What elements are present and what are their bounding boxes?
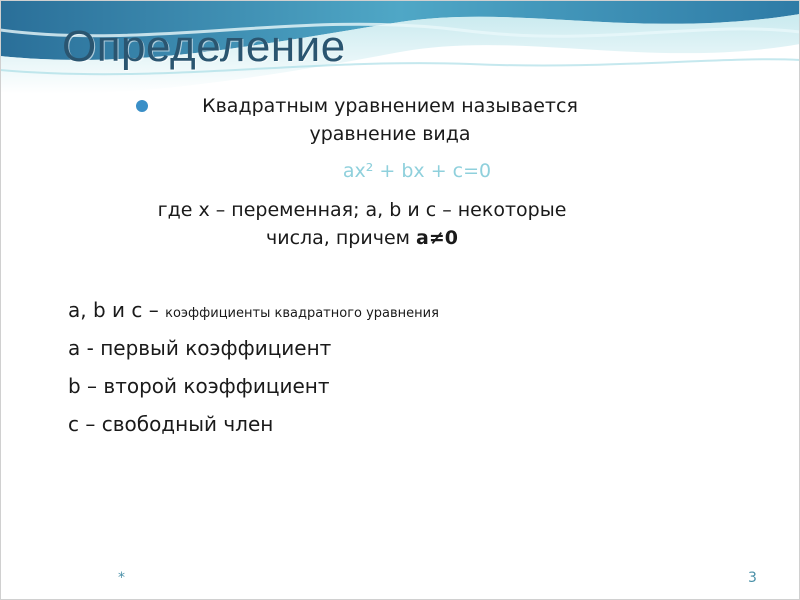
- quadratic-formula: ax² + bx + c=0: [342, 160, 492, 182]
- definition-line-2: уравнение вида: [309, 123, 471, 145]
- where-line-2-prefix: числа, причем: [266, 227, 417, 249]
- first-coefficient-line: a - первый коэффициент: [68, 336, 332, 360]
- footer-date-placeholder: *: [118, 570, 125, 586]
- where-line-2: [92, 224, 632, 252]
- coefficients-prefix: a, b и c –: [68, 298, 166, 322]
- definition-bullet: [136, 92, 656, 148]
- page-number: 3: [748, 570, 757, 586]
- coefficients-label: коэффициенты квадратного уравнения: [165, 306, 439, 321]
- formula-row: [0, 160, 800, 182]
- definition-line-1: Квадратным уравнением называется: [202, 95, 578, 117]
- bullet-dot-icon: [136, 100, 148, 112]
- where-text: [92, 196, 632, 252]
- page-title: Определение: [62, 22, 346, 71]
- second-coefficient-line: b – второй коэффициент: [68, 374, 330, 398]
- nonzero-condition: a≠0: [416, 227, 458, 249]
- free-term-line: c – свободный член: [68, 412, 274, 436]
- where-line-1: где x – переменная; a, b и c – некоторые: [157, 199, 567, 221]
- coefficients-line: [68, 298, 439, 322]
- definition-text: [160, 92, 620, 148]
